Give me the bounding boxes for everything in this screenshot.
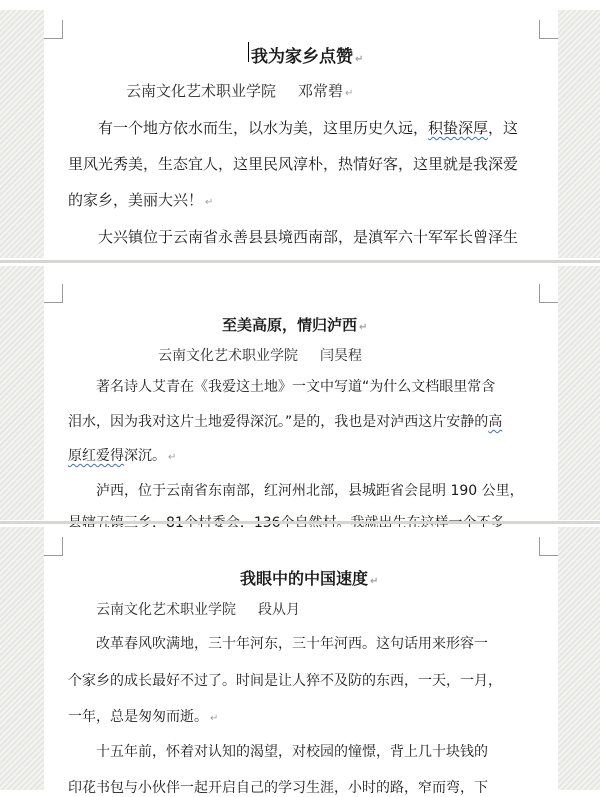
paragraph-line[interactable]: 泪水，因为我对这片土地爱得深沉。”是的，我也是对泸西这片安静的高 <box>68 414 503 430</box>
paragraph-line[interactable]: 泸西，位于云南省东南部，红河州北部，县城距省会昆明 190 公里， <box>96 483 524 499</box>
paper-sheet <box>44 527 558 796</box>
paragraph-line[interactable]: 印花书包与小伙伴一起开启自己的学习生涯，小时的路，窄而弯，下 <box>68 780 488 796</box>
page-separator <box>0 260 600 263</box>
doc-title[interactable]: 我为家乡点赞 ↵ <box>251 47 364 67</box>
margin-corner-mark <box>539 20 558 39</box>
spellcheck-flag[interactable]: 高 <box>488 414 503 430</box>
margin-corner-mark <box>539 537 558 556</box>
document-page-3 <box>0 527 600 796</box>
paper-sheet <box>44 10 558 258</box>
byline[interactable] <box>96 599 300 619</box>
school-name: 云南文化艺术职业学院 <box>158 348 298 364</box>
paper-sheet <box>44 266 558 520</box>
author-name: 段从月 <box>258 602 300 618</box>
doc-title[interactable]: 我眼中的中国速度 ↵ <box>240 569 379 588</box>
text-cursor <box>248 42 249 62</box>
paragraph-line[interactable]: 著名诗人艾青在《我爱这土地》一文中写道“为什么文档眼里常含 <box>96 379 496 395</box>
margin-corner-mark <box>44 537 63 556</box>
document-page-2 <box>0 266 600 520</box>
paragraph-line[interactable]: 里风光秀美，生态宜人，这里民风淳朴，热情好客，这里就是我深爱 <box>68 155 519 173</box>
paragraph-line[interactable]: 有一个地方依水而生，以水为美，这里历史久远，积蛰深厚，这 <box>98 119 519 137</box>
spellcheck-flag[interactable]: 原红爱得 <box>68 448 124 464</box>
paragraph-line[interactable]: 十五年前，怀着对认知的渴望，对校园的憧憬，背上几十块钱的 <box>96 744 488 760</box>
margin-corner-mark <box>539 284 558 303</box>
author-name: 邓常碧 <box>298 82 344 100</box>
paragraph-line[interactable]: 改革春风吹满地，三十年河东，三十年河西。这句话用来形容一 <box>96 636 488 652</box>
margin-corner-mark <box>44 20 63 39</box>
doc-title[interactable]: 至美高原，情归泸西 ↵ <box>222 316 368 334</box>
school-name: 云南文化艺术职业学院 <box>126 82 277 100</box>
paragraph-line[interactable]: 大兴镇位于云南省永善县县境西南部，是滇军六十军军长曾泽生 <box>98 228 519 246</box>
paragraph-line[interactable]: 一年，总是匆匆而逝。 ↵ <box>68 709 219 725</box>
paragraph-line[interactable]: 个家乡的成长最好不过了。时间是让人猝不及防的东西，一天，一月， <box>68 673 502 689</box>
spellcheck-flag[interactable]: 积蛰深厚 <box>428 119 489 137</box>
author-name: 闫昊程 <box>320 348 362 364</box>
page-separator <box>0 521 600 524</box>
byline[interactable] <box>158 345 362 365</box>
school-name: 云南文化艺术职业学院 <box>96 602 236 618</box>
paragraph-line[interactable]: 的家乡，美丽大兴！ ↵ <box>68 191 214 209</box>
byline[interactable]: 云南文化艺术职业学院 邓常碧 ↵ <box>126 82 354 100</box>
document-page-1 <box>0 10 600 258</box>
margin-corner-mark <box>44 284 63 303</box>
paragraph-line[interactable]: 原红爱得深沉。 ↵ <box>68 448 177 464</box>
